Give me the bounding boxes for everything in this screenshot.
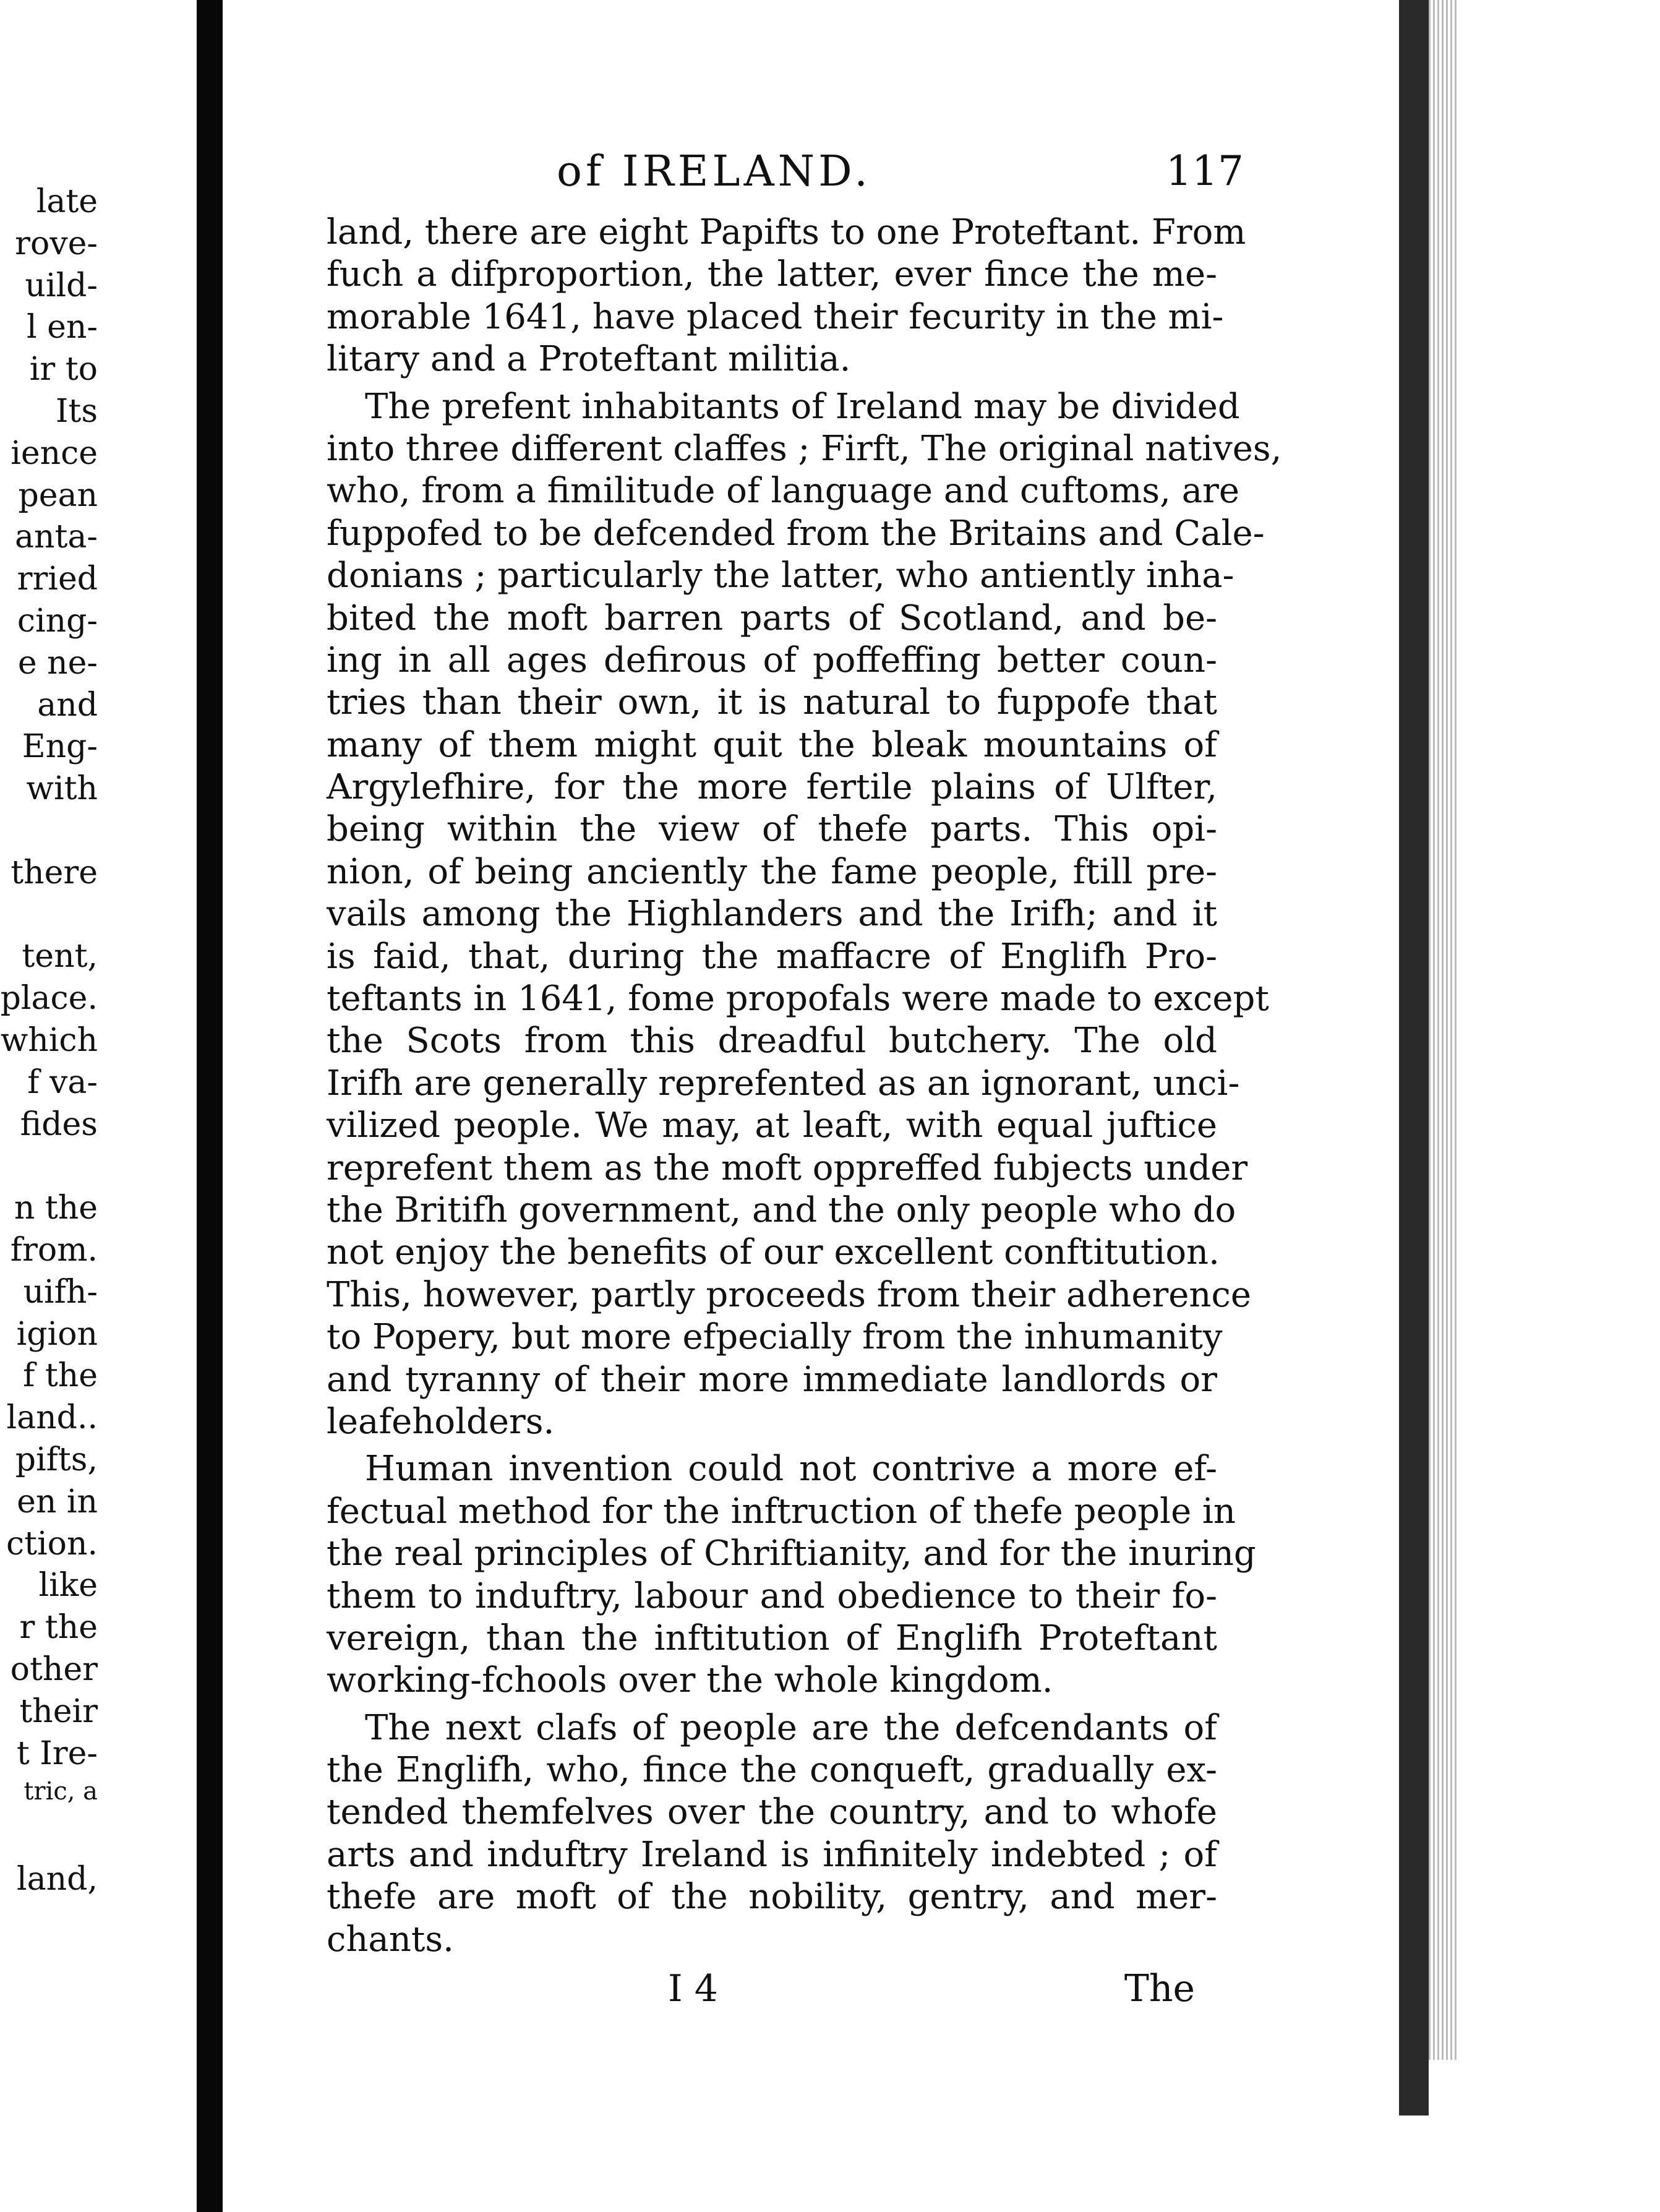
text-line: is faid, that, during the maffacre of Englifh Pro- bbox=[327, 936, 1217, 977]
facing-page-line: igion bbox=[16, 1315, 98, 1353]
facing-page-line: land, bbox=[17, 1861, 98, 1898]
book-gutter bbox=[197, 0, 223, 2212]
text-line: This, however, partly proceeds from their adherence bbox=[327, 1274, 1251, 1315]
text-line: The next clafs of people are the defcendants of bbox=[365, 1707, 1217, 1748]
facing-page-line: and bbox=[37, 686, 98, 724]
text-line: Irifh are generally reprefented as an ignorant, unci- bbox=[327, 1063, 1240, 1104]
facing-page-line: their bbox=[19, 1692, 98, 1730]
text-line: vilized people. We may, at leaft, with equal juftice bbox=[327, 1105, 1217, 1146]
text-line: the Britifh government, and the only people who do bbox=[327, 1190, 1236, 1230]
text-line: arts and induftry Ireland is infinitely indebted ; of bbox=[327, 1834, 1217, 1875]
text-line: the Englifh, who, fince the conqueft, gradually ex- bbox=[327, 1750, 1217, 1791]
facing-page-line: ience bbox=[11, 434, 98, 472]
catchword: The bbox=[1124, 1967, 1195, 2010]
text-line: tended themfelves over the country, and to whofe bbox=[327, 1792, 1217, 1833]
text-line: them to induftry, labour and obedience to their fo- bbox=[327, 1575, 1217, 1616]
facing-page-line: Eng- bbox=[22, 728, 98, 766]
text-line: fuch a difproportion, the latter, ever fince the me- bbox=[327, 254, 1217, 295]
text-line: ing in all ages defirous of poffeffing better coun- bbox=[327, 640, 1217, 680]
facing-page-line: t Ire- bbox=[16, 1734, 98, 1772]
facing-page-line: n the bbox=[14, 1190, 98, 1227]
facing-page-line: late bbox=[36, 183, 98, 220]
facing-page-fragment bbox=[0, 0, 197, 2212]
text-line: bited the moft barren parts of Scotland, and be- bbox=[327, 598, 1217, 638]
text-line: chants. bbox=[327, 1919, 454, 1960]
text-line: not enjoy the benefits of our excellent conftitution. bbox=[327, 1232, 1220, 1273]
facing-page-line: pean bbox=[18, 476, 98, 514]
running-head: of IRELAND. bbox=[557, 147, 871, 196]
facing-page-line: l en- bbox=[27, 309, 98, 346]
facing-page-line: with bbox=[26, 770, 98, 808]
facing-page-line: tent, bbox=[22, 938, 98, 975]
facing-page-line: en in bbox=[17, 1483, 98, 1520]
text-line: land, there are eight Papifts to one Proteftant. From bbox=[327, 212, 1246, 252]
body-text bbox=[327, 212, 1282, 1961]
text-line: Argylefhire, for the more fertile plains of Ulfter, bbox=[327, 767, 1217, 808]
facing-page-line: place. bbox=[0, 980, 98, 1018]
text-line: working-fchools over the whole kingdom. bbox=[327, 1660, 1053, 1701]
text-line: thefe are moft of the nobility, gentry, and mer- bbox=[327, 1877, 1217, 1918]
facing-page-line: ction. bbox=[6, 1525, 98, 1563]
text-line: tries than their own, it is natural to fuppofe that bbox=[327, 682, 1217, 723]
paragraph bbox=[327, 386, 1282, 1444]
facing-page-line: there bbox=[11, 854, 98, 891]
signature-mark: I 4 bbox=[668, 1967, 718, 2010]
facing-page-line: uifh- bbox=[23, 1273, 98, 1311]
text-line: teftants in 1641, fome propofals were made to except bbox=[327, 979, 1269, 1019]
facing-page-line: from. bbox=[10, 1232, 98, 1269]
facing-page-line: which bbox=[0, 1022, 98, 1059]
facing-page-line: land.. bbox=[6, 1399, 98, 1437]
paragraph bbox=[327, 1707, 1217, 1961]
page-header bbox=[334, 147, 1244, 215]
text-line: vails among the Highlanders and the Irifh; and it bbox=[327, 894, 1217, 935]
text-line: litary and a Proteftant militia. bbox=[327, 339, 851, 380]
text-line: The prefent inhabitants of Ireland may be divided bbox=[365, 386, 1240, 427]
facing-page-line: ir to bbox=[29, 351, 98, 388]
paragraph bbox=[327, 212, 1246, 381]
facing-page-line: rove- bbox=[15, 225, 98, 262]
text-line: many of them might quit the bleak mountains of bbox=[327, 724, 1217, 765]
page-footer bbox=[334, 1967, 1225, 2023]
facing-page-line: like bbox=[38, 1567, 98, 1605]
facing-page-line: rried bbox=[17, 560, 98, 598]
text-line: being within the view of thefe parts. This opi- bbox=[327, 809, 1217, 850]
page-stack-edges bbox=[1429, 0, 1457, 2060]
text-line: fectual method for the inftruction of thefe people in bbox=[327, 1491, 1236, 1532]
text-line: into three different claffes ; Firft, The original natives, bbox=[327, 428, 1282, 469]
text-line: morable 1641, have placed their fecurity in the mi- bbox=[327, 296, 1224, 337]
text-line: the Scots from this dreadful butchery. The old bbox=[327, 1021, 1217, 1061]
facing-page-line: tric, a bbox=[24, 1777, 98, 1806]
page-number: 117 bbox=[1166, 147, 1244, 195]
text-line: reprefent them as the moft oppreffed fubjects under bbox=[327, 1147, 1248, 1188]
facing-page-line: anta- bbox=[15, 518, 98, 556]
text-line: and tyranny of their more immediate landlords or bbox=[327, 1359, 1217, 1400]
text-line: Human invention could not contrive a more ef- bbox=[365, 1449, 1217, 1490]
facing-page-line: f the bbox=[23, 1357, 98, 1395]
facing-page-line: uild- bbox=[25, 267, 98, 304]
text-line: who, from a fimilitude of language and cuftoms, are bbox=[327, 471, 1240, 512]
page-edge-shadow bbox=[1399, 0, 1429, 2116]
facing-page-line: f va- bbox=[27, 1063, 98, 1101]
text-line: the real principles of Chriftianity, and for the inuring bbox=[327, 1533, 1256, 1574]
facing-page-line: fides bbox=[20, 1105, 98, 1143]
text-line: nion, of being anciently the fame people, ftill pre- bbox=[327, 851, 1217, 892]
paragraph bbox=[327, 1448, 1256, 1702]
text-line: leafeholders. bbox=[327, 1401, 555, 1442]
facing-page-line: pifts, bbox=[15, 1441, 98, 1478]
text-line: to Popery, but more efpecially from the inhumanity bbox=[327, 1317, 1223, 1358]
facing-page-line: other bbox=[10, 1651, 98, 1688]
text-line: donians ; particularly the latter, who antiently inha- bbox=[327, 555, 1234, 596]
facing-page-line: cing- bbox=[17, 602, 98, 640]
facing-page-line: r the bbox=[19, 1609, 98, 1647]
text-line: vereign, than the inftitution of Englifh Proteftant bbox=[327, 1618, 1217, 1658]
facing-page-line: Its bbox=[55, 393, 98, 430]
text-line: fuppofed to be defcended from the Britains and Cale- bbox=[327, 513, 1265, 554]
facing-page-line: e ne- bbox=[17, 644, 98, 682]
